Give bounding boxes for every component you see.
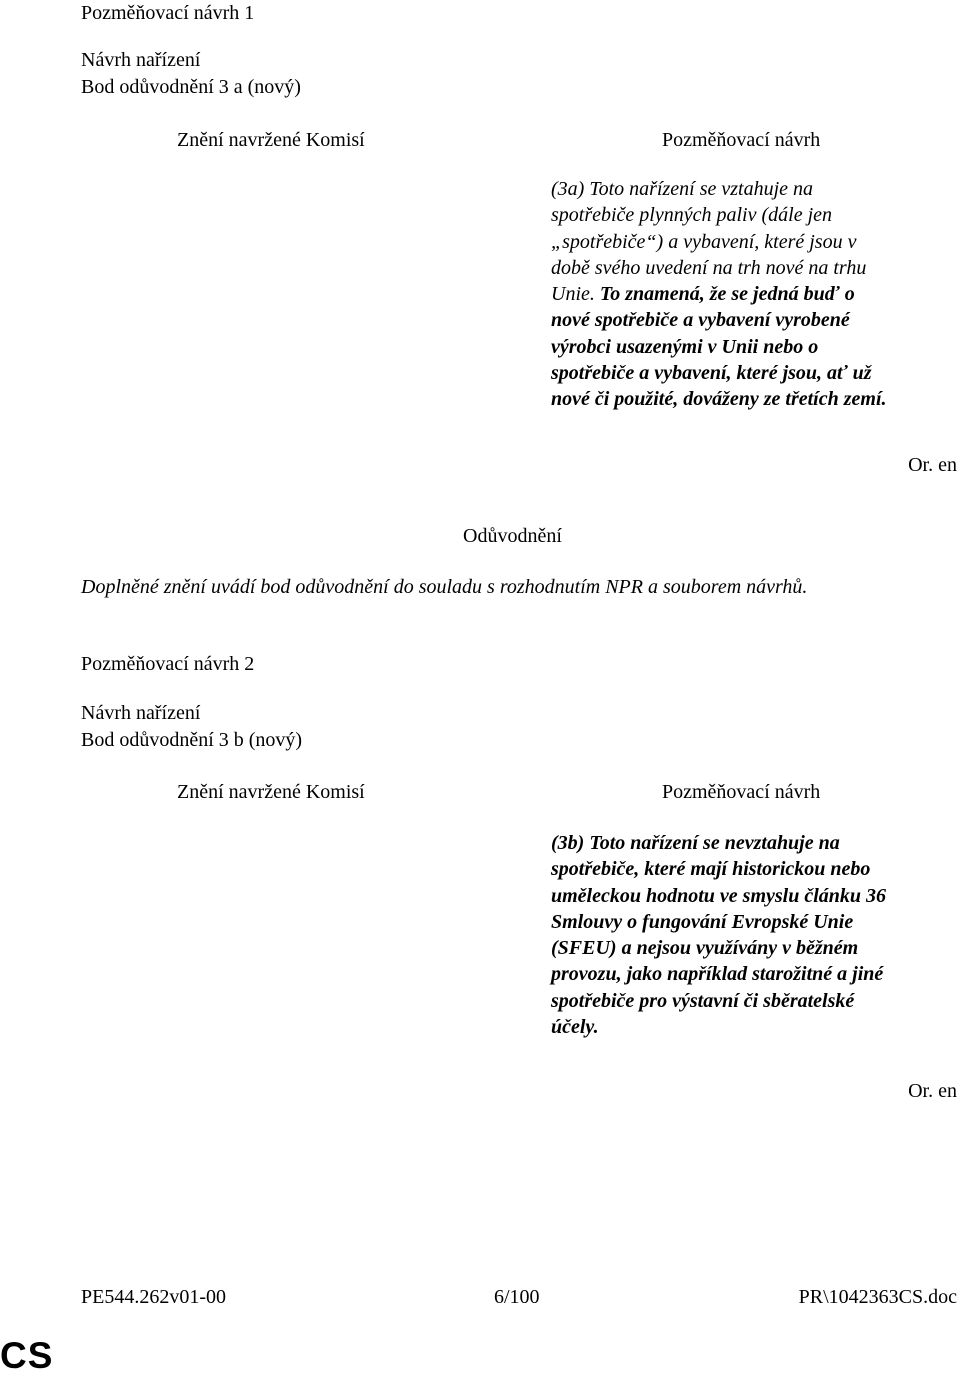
amendment-1-line: spotřebiče a vybavení, které jsou, ať už xyxy=(551,362,872,385)
amendment-1-column-amendment: Pozměňovací návrh xyxy=(662,129,821,151)
amendment-1-line: době svého uvedení na trh nové na trhu xyxy=(551,256,867,279)
amendment-2-origin: Or. en xyxy=(908,1080,957,1102)
amendment-1-line: spotřebiče plynných paliv (dále jen xyxy=(551,204,833,227)
language-code: CS xyxy=(0,1335,54,1376)
amendment-2-line: Smlouvy o fungování Evropské Unie xyxy=(551,910,854,933)
justification-title: Odůvodnění xyxy=(463,525,562,547)
amendment-2-subject: Návrh nařízení xyxy=(81,702,201,724)
amendment-2-line: (3b) Toto nařízení se nevztahuje na xyxy=(551,832,840,854)
amendment-1-origin: Or. en xyxy=(908,454,957,476)
amendment-1-subject: Návrh nařízení xyxy=(81,49,201,71)
amendment-1-line: nové spotřebiče a vybavení vyrobené xyxy=(551,309,850,332)
amendment-1-line: (3a) Toto nařízení se vztahuje na xyxy=(551,178,814,200)
amendment-2-column-amendment: Pozměňovací návrh xyxy=(662,781,821,803)
amendment-2-line: spotřebiče pro výstavní či sběratelské xyxy=(551,989,855,1012)
amendment-1-line: „spotřebiče“) a vybavení, které jsou v xyxy=(551,230,857,253)
justification-text: Doplněné znění uvádí bod odůvodnění do souladu s rozhodnutím NPR a souborem návrhů. xyxy=(81,576,808,598)
amendment-2-text xyxy=(551,830,951,1040)
amendment-1-recital: Bod odůvodnění 3 a (nový) xyxy=(81,76,301,98)
amendment-1-line: výrobci usazenými v Unii nebo o xyxy=(551,335,819,358)
footer-page-number: 6/100 xyxy=(494,1286,540,1308)
amendment-2-line: (SFEU) a nejsou využívány v běžném xyxy=(551,937,859,960)
amendment-1-line: nové či použité, dováženy ze třetích zemí. xyxy=(551,388,887,411)
amendment-2-line: spotřebiče, které mají historickou nebo xyxy=(551,858,871,881)
amendment-1-text xyxy=(551,176,951,413)
amendment-1-line: Unie. xyxy=(551,283,595,306)
amendment-1-line: To znamená, že se jedná buď o xyxy=(599,283,855,306)
amendment-2-recital: Bod odůvodnění 3 b (nový) xyxy=(81,729,303,751)
amendment-2-line: účely. xyxy=(551,1016,599,1039)
amendment-2-line: provozu, jako například starožitné a jiné xyxy=(551,963,884,986)
footer-doc-ref: PE544.262v01-00 xyxy=(81,1286,226,1308)
amendment-1-line-mixed xyxy=(551,281,951,307)
amendment-2-title: Pozměňovací návrh 2 xyxy=(81,653,255,675)
amendment-1-title: Pozměňovací návrh 1 xyxy=(81,2,255,24)
amendment-2-line: uměleckou hodnotu ve smyslu článku 36 xyxy=(551,884,887,907)
amendment-1-column-commission: Znění navržené Komisí xyxy=(177,129,365,151)
amendment-2-column-commission: Znění navržené Komisí xyxy=(177,781,365,803)
footer-file-name: PR\1042363CS.doc xyxy=(798,1286,957,1308)
